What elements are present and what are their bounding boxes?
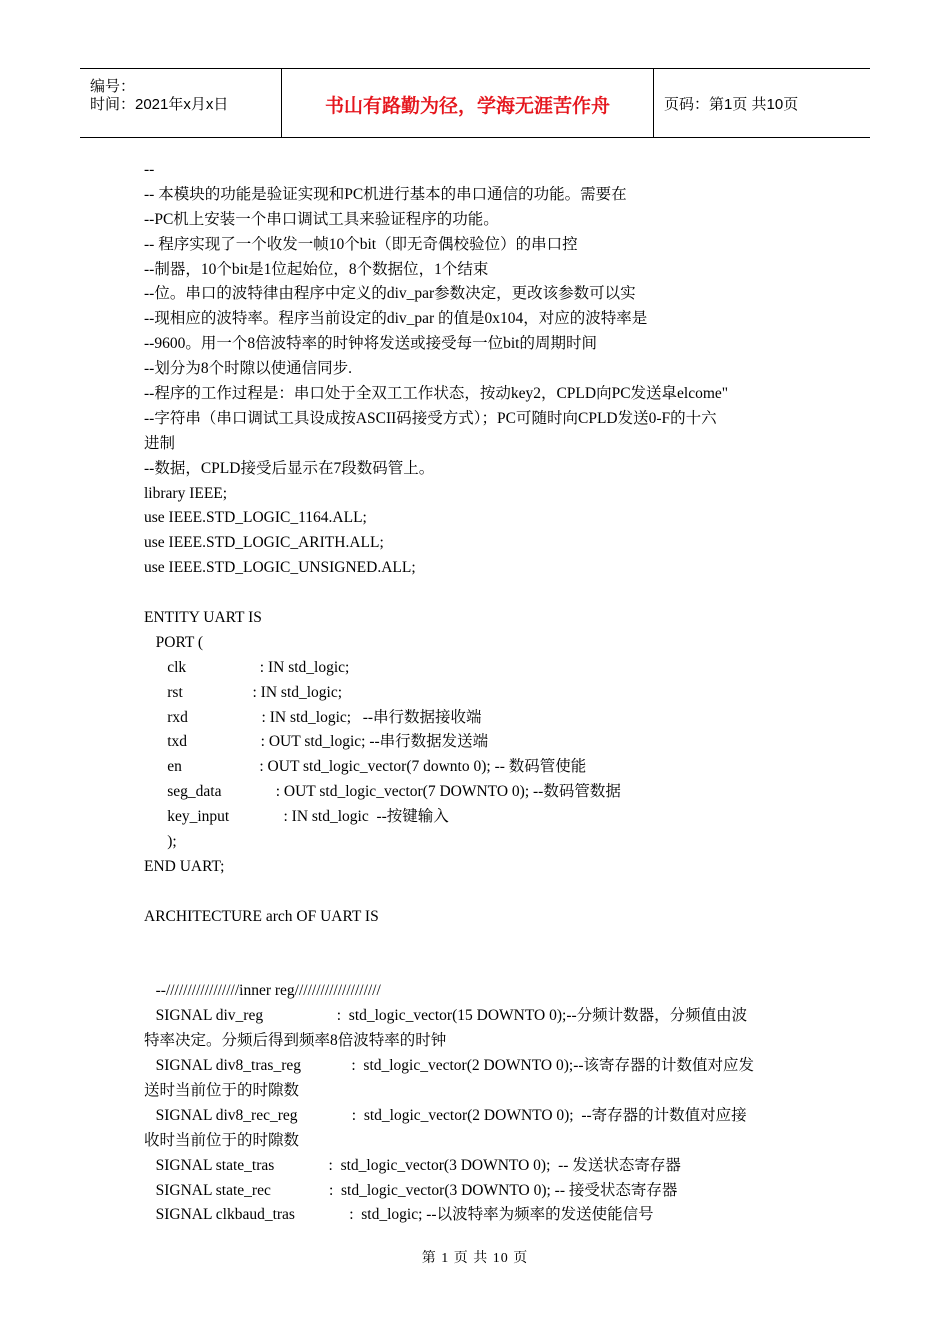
text-line [144,581,814,606]
text-line: --程序的工作过程是：串口处于全双工工作状态，按动key2，CPLD向PC发送皐elcome" [144,385,729,403]
document-body [144,158,814,1228]
text-line: rst : IN std_logic; [144,683,343,701]
text-line: --9600。用一个8倍波特率的时钟将发送或接受每一位bit的周期时间 [144,335,597,353]
text-line: 进制 [144,434,176,452]
text-line: seg_data : OUT std_logic_vector(7 DOWNTO 0); --数码管数据 [144,783,621,801]
text-line: clk : IN std_logic; [144,658,350,676]
text-line: SIGNAL state_tras : std_logic_vector(3 DOWNTO 0); -- 发送状态寄存器 [144,1156,681,1174]
text-line: --现相应的波特率。程序当前设定的div_par 的值是0x104，对应的波特率是 [144,310,648,328]
text-line: -- [144,161,155,178]
text-line: --数据，CPLD接受后显示在7段数码管上。 [144,459,435,477]
text-line [144,880,814,905]
text-line: txd : OUT std_logic; --串行数据发送端 [144,733,489,751]
text-line: SIGNAL div_reg : std_logic_vector(15 DOWNTO 0);--分频计数器，分频值由波 [144,1007,748,1025]
text-line: -- 本模块的功能是验证实现和PC机进行基本的串口通信的功能。需要在 [144,185,627,203]
date-label: 时间：2021年x月x日 [90,96,229,113]
text-line: library IEEE; [144,484,228,502]
text-line: END UART; [144,857,225,875]
text-line: 特率决定。分频后得到频率8倍波特率的时钟 [144,1032,447,1050]
text-line: --字符串（串口调试工具设成按ASCII码接受方式）；PC可随时向CPLD发送0-F的十六 [144,409,717,427]
text-line [144,955,814,980]
text-line: en : OUT std_logic_vector(7 downto 0); -- 数码管使能 [144,758,587,776]
text-line: -- 程序实现了一个收发一帧10个bit（即无奇偶校验位）的串口控 [144,235,578,253]
text-line: key_input : IN std_logic --按键输入 [144,808,449,826]
text-line: PORT ( [144,633,204,651]
text-line: SIGNAL div8_tras_reg : std_logic_vector(2 DOWNTO 0);--该寄存器的计数值对应发 [144,1057,755,1075]
text-line [144,930,814,955]
text-line: --制器，10个bit是1位起始位，8个数据位，1个结束 [144,260,489,278]
page-code-label: 页码：第1页 共10页 [664,96,799,113]
serial-number-label: 编号： [90,78,136,95]
text-line: --/////////////////inner reg//////////////////// [144,982,381,1000]
text-line: SIGNAL state_rec : std_logic_vector(3 DOWNTO 0); -- 接受状态寄存器 [144,1181,678,1199]
text-line: rxd : IN std_logic; --串行数据接收端 [144,708,482,726]
text-line: use IEEE.STD_LOGIC_ARITH.ALL; [144,534,384,552]
text-line: 收时当前位于的时隙数 [144,1131,300,1149]
text-line: SIGNAL clkbaud_tras : std_logic; --以波特率为频率的发送使能信号 [144,1206,654,1224]
page-header [80,68,870,138]
motto-text: 书山有路勤为径，学海无涯苦作舟 [324,95,610,117]
text-line: --位。串口的波特律由程序中定义的div_par参数决定，更改该参数可以实 [144,285,636,303]
text-line: 送时当前位于的时隙数 [144,1081,300,1099]
text-line: use IEEE.STD_LOGIC_UNSIGNED.ALL; [144,559,416,577]
text-line: SIGNAL div8_rec_reg : std_logic_vector(2 DOWNTO 0); --寄存器的计数值对应接 [144,1106,747,1124]
text-line: ARCHITECTURE arch OF UART IS [144,907,379,925]
page-footer: 第 1 页 共 10 页 [421,1251,529,1266]
text-line: --PC机上安装一个串口调试工具来验证程序的功能。 [144,210,499,228]
text-line: --划分为8个时隙以使通信同步. [144,360,352,378]
header-right-cell [654,69,870,137]
header-left-cell [80,69,282,137]
header-motto-cell [282,69,654,137]
text-line: use IEEE.STD_LOGIC_1164.ALL; [144,509,367,527]
text-line: ); [144,833,177,851]
text-line: ENTITY UART IS [144,609,262,627]
